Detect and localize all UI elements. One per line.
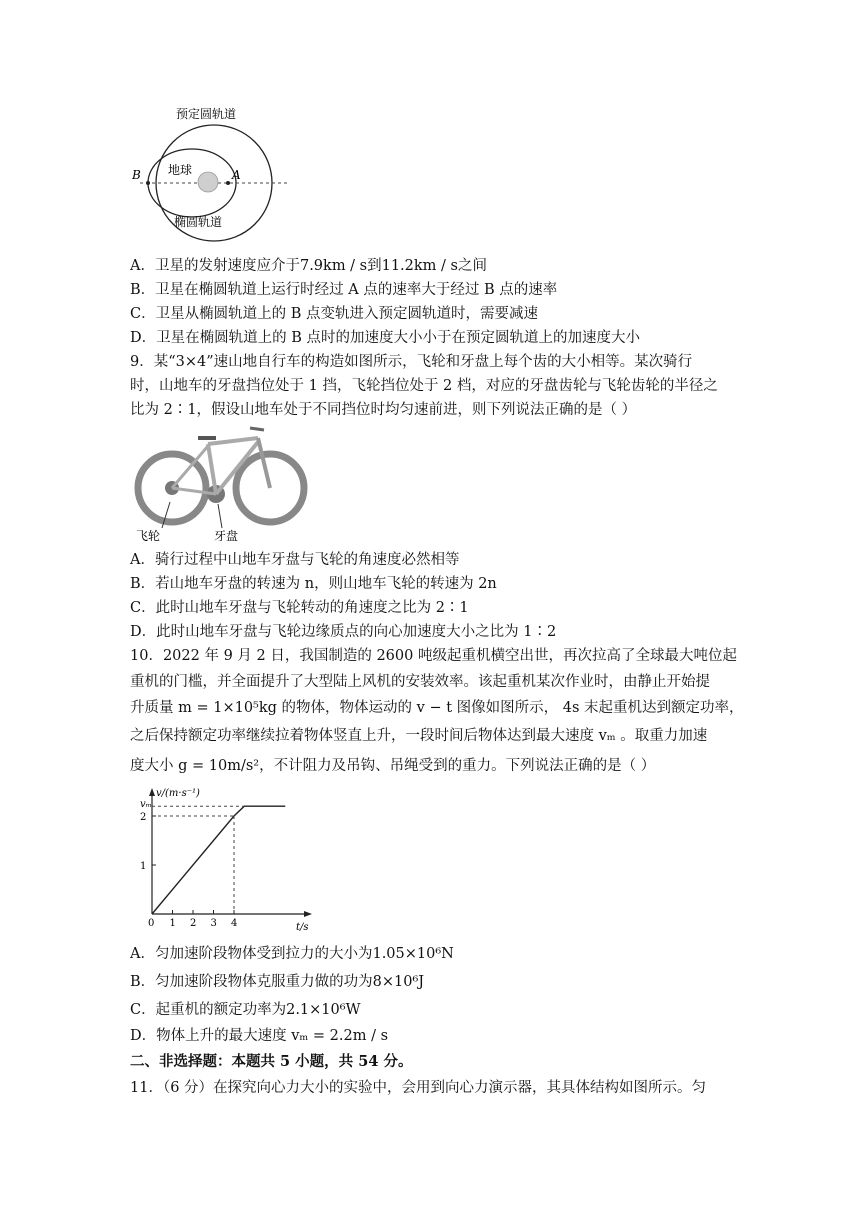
earth-icon	[198, 172, 218, 192]
q10-text-line-3: 升质量 m = 1×10⁵kg 的物体，物体运动的 v − t 图像如图所示， 4s 末起重机达到额定功率，	[130, 700, 744, 716]
handlebar	[250, 428, 264, 430]
fork	[258, 438, 270, 488]
y-tick-label: 2	[140, 812, 147, 823]
y-axis-label: v/(m·s⁻¹)	[156, 788, 200, 799]
x-tick-label: 4	[231, 918, 238, 929]
q9-text-line-3: 比为 2∶1，假设山地车处于不同挡位时均匀速前进，则下列说法正确的是（ ）	[130, 402, 637, 418]
point-b-dot	[146, 181, 150, 185]
ellipse-orbit-label: 椭圆轨道	[174, 215, 223, 229]
q11-text: 11．（6 分）在探究向心力大小的实验中，会用到向心力演示器，其具体结构如图所示。匀	[130, 1080, 707, 1096]
x-tick-label: 2	[190, 918, 197, 929]
y-tick-label: 1	[140, 861, 147, 872]
elliptical-orbit	[148, 149, 236, 217]
q8-option-c: C．卫星从椭圆轨道上的 B 点变轨进入预定圆轨道时，需要减速	[130, 306, 538, 322]
x-axis-arrow-icon	[304, 911, 312, 917]
flywheel-label: 飞轮	[136, 529, 161, 543]
chainring-pointer	[218, 504, 222, 528]
q10-text-line-2: 重机的门槛，并全面提升了大型陆上风机的安装效率。该起重机某次作业时，由静止开始提	[130, 674, 710, 690]
q8-option-b: B．卫星在椭圆轨道上运行时经过 A 点的速率大于经过 B 点的速率	[130, 282, 558, 298]
point-a-label: A	[232, 168, 241, 182]
y-axis-arrow-icon	[149, 788, 155, 796]
q10-option-d: D．物体上升的最大速度 vₘ = 2.2m / s	[130, 1028, 389, 1044]
x-tick-label: 0	[148, 918, 155, 929]
orbit-figure	[128, 96, 296, 246]
point-a-dot	[226, 181, 230, 185]
earth-label: 地球	[168, 163, 193, 177]
q10-option-a: A．匀加速阶段物体受到拉力的大小为1.05×10⁶N	[130, 946, 454, 962]
q9-text-line-1: 9．某“3×4”速山地自行车的构造如图所示，飞轮和牙盘上每个齿的大小相等。某次骑行	[130, 354, 693, 370]
q10-text-line-1: 10．2022 年 9 月 2 日，我国制造的 2600 吨级起重机横空出世，再次拉高了全球最大吨位起	[130, 648, 737, 664]
q10-text-line-4: 之后保持额定功率继续拉着物体竖直上升，一段时间后物体达到最大速度 vₘ 。取重力加速	[130, 728, 708, 744]
q9-option-d: D．此时山地车牙盘与飞轮边缘质点的向心加速度大小之比为 1∶2	[130, 624, 557, 640]
q9-option-b: B．若山地车牙盘的转速为 n，则山地车飞轮的转速为 2n	[130, 576, 497, 592]
q10-text-line-5: 度大小 g = 10m/s²，不计阻力及吊钩、吊绳受到的重力。下列说法正确的是（ ）	[130, 758, 656, 774]
x-tick-label: 3	[210, 918, 217, 929]
chainring-label: 牙盘	[214, 529, 239, 543]
q10-option-c: C．起重机的额定功率为2.1×10⁶W	[130, 1002, 361, 1018]
y-tick-label: vₘ	[140, 799, 152, 811]
q8-option-a: A．卫星的发射速度应介于7.9km / s到11.2km / s之间	[130, 258, 487, 274]
q10-option-b: B．匀加速阶段物体克服重力做的功为8×10⁶J	[130, 974, 425, 990]
bike-figure	[132, 422, 312, 546]
section-heading: 二、非选择题：本题共 5 小题，共 54 分。	[130, 1053, 413, 1070]
q9-option-c: C．此时山地车牙盘与飞轮转动的角速度之比为 2∶1	[130, 600, 469, 616]
q8-option-d: D．卫星在椭圆轨道上的 B 点时的加速度大小小于在预定圆轨道上的加速度大小	[130, 330, 640, 346]
vt-chart	[130, 784, 320, 934]
x-tick-label: 1	[169, 918, 176, 929]
circle-orbit-label: 预定圆轨道	[176, 107, 237, 121]
velocity-line	[152, 806, 285, 914]
x-axis-label: t/s	[296, 922, 309, 933]
q9-text-line-2: 时，山地车的牙盘挡位处于 1 挡，飞轮挡位处于 2 档，对应的牙盘齿轮与飞轮齿轮的半径之	[130, 378, 718, 394]
q9-option-a: A．骑行过程中山地车牙盘与飞轮的角速度必然相等	[130, 552, 460, 568]
point-b-label: B	[132, 168, 141, 182]
